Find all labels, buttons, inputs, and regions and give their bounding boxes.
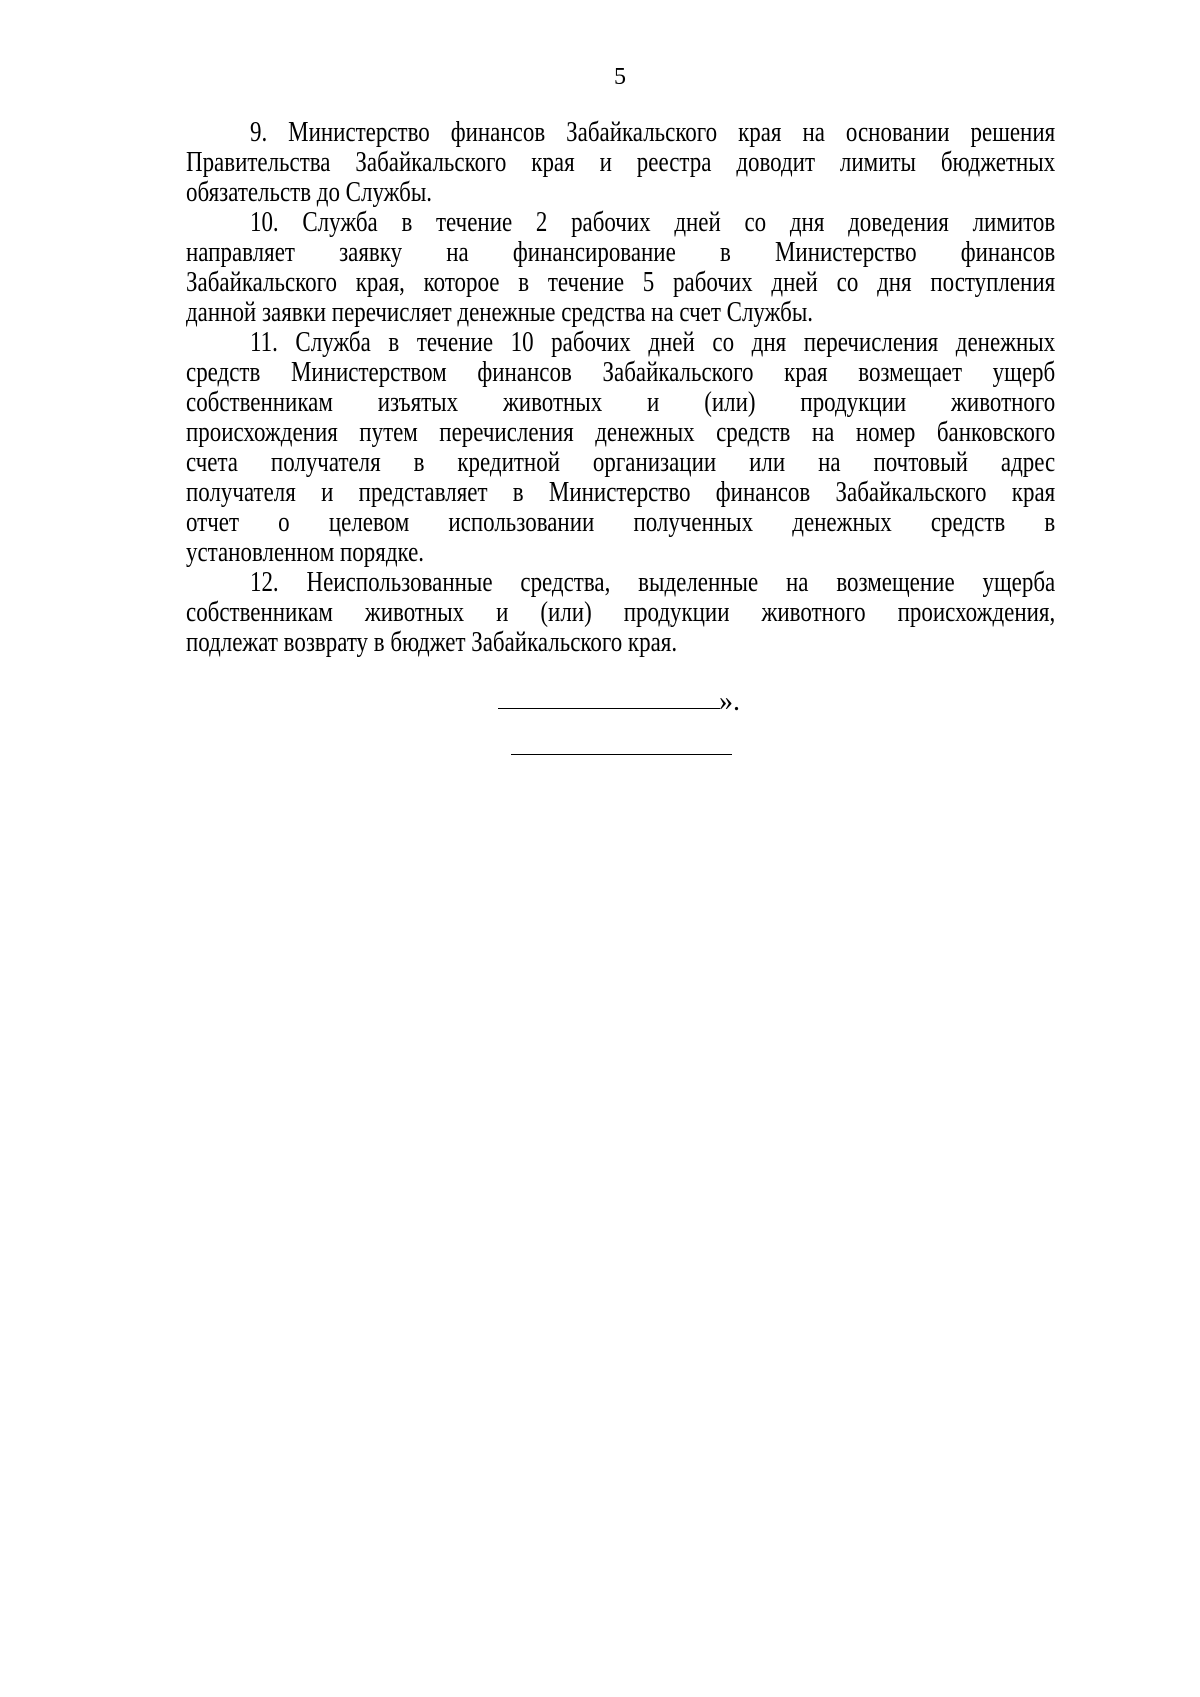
text-line	[186, 418, 1055, 448]
text-line-content: обязательств до Службы.	[186, 177, 433, 208]
text-line	[186, 568, 1055, 598]
text-line	[186, 598, 1055, 628]
text-line-content: Правительства Забайкальского края и реестра доводит лимиты бюджетных	[186, 147, 1056, 178]
closing-quote: ».	[719, 686, 740, 717]
text-line-content: получателя и представляет в Министерство финансов Забайкальского края	[186, 477, 1056, 508]
paragraph-9	[186, 118, 1055, 208]
text-line-content: данной заявки перечисляет денежные средства на счет Службы.	[186, 297, 814, 328]
text-line	[186, 628, 1055, 658]
text-line	[186, 508, 1055, 538]
text-line-content: счета получателя в кредитной организации или на почтовый адрес	[186, 447, 1056, 478]
text-line-content: Забайкальского края, которое в течение 5 рабочих дней со дня поступления	[186, 267, 1056, 298]
text-line-content: 10. Служба в течение 2 рабочих дней со дня доведения лимитов	[249, 207, 1056, 238]
text-line-content: происхождения путем перечисления денежных средств на номер банковского	[186, 417, 1056, 448]
text-line	[186, 328, 1055, 358]
text-line-content: направляет заявку на финансирование в Министерство финансов	[186, 237, 1056, 268]
closing-rule	[498, 708, 720, 709]
page-number: 5	[614, 64, 626, 90]
end-rule	[511, 754, 732, 755]
text-line	[186, 388, 1055, 418]
text-line-content: средств Министерством финансов Забайкальского края возмещает ущерб	[186, 357, 1056, 388]
text-line	[186, 148, 1055, 178]
text-line	[186, 298, 1055, 328]
text-line	[186, 208, 1055, 238]
text-line	[186, 178, 1055, 208]
paragraph-12	[186, 568, 1055, 658]
text-line-content: отчет о целевом использовании полученных денежных средств в	[186, 507, 1056, 538]
text-line	[186, 268, 1055, 298]
paragraph-11	[186, 328, 1055, 568]
text-line	[186, 538, 1055, 568]
text-line-content: подлежат возврату в бюджет Забайкальского края.	[186, 627, 678, 658]
text-line-content: установленном порядке.	[186, 537, 425, 568]
paragraph-10	[186, 208, 1055, 328]
text-line-content: собственникам изъятых животных и (или) продукции животного	[186, 387, 1056, 418]
document-body	[186, 118, 1055, 658]
text-line-content: 9. Министерство финансов Забайкальского края на основании решения	[249, 117, 1056, 148]
text-line	[186, 238, 1055, 268]
text-line	[186, 358, 1055, 388]
text-line	[186, 118, 1055, 148]
text-line-content: 11. Служба в течение 10 рабочих дней со дня перечисления денежных	[249, 327, 1056, 358]
text-line	[186, 478, 1055, 508]
text-line	[186, 448, 1055, 478]
text-line-content: 12. Неиспользованные средства, выделенные на возмещение ущерба	[249, 567, 1056, 598]
text-line-content: собственникам животных и (или) продукции животного происхождения,	[186, 597, 1056, 628]
